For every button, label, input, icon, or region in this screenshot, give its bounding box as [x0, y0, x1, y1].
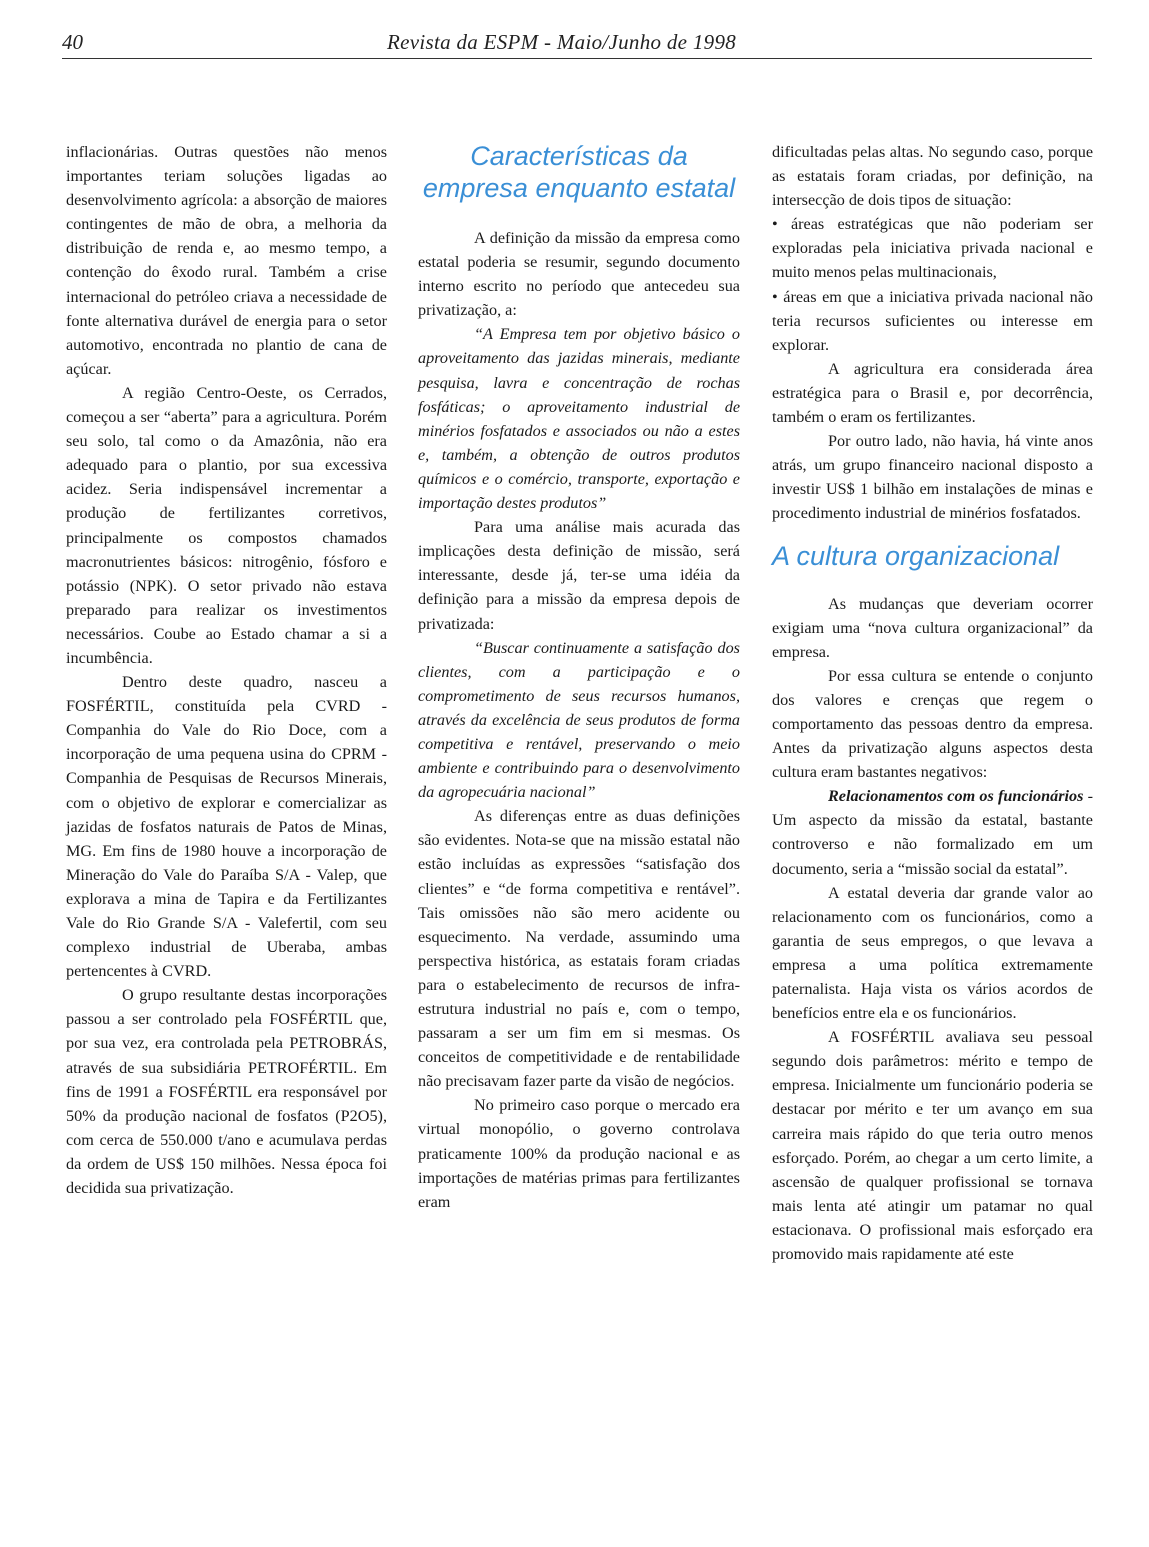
paragraph: Para uma análise mais acurada das implicações desta definição de missão, será interessante, desde já, ter-se uma idéia da definição para a missão da empresa depois de privatizada: [418, 518, 740, 633]
running-title: Revista da ESPM - Maio/Junho de 1998 [387, 30, 737, 54]
paragraph: A FOSFÉRTIL avaliava seu pessoal segundo dois parâmetros: mérito e tempo de empresa. Inicialmente um funcionário poderia se destacar por mérito e ter um avanço em sua carreira mais rápido do que teria outro menos esforçado. Porém, ao chegar a um certo limite, a ascensão de qualquer profissional se tornava mais lenta até atingir um patamar no qual estacionava. O profissional mais esforçado era promovido mais rapidamente até este [772, 1028, 1093, 1264]
bullet-item: • áreas estratégicas que não poderiam ser exploradas pela iniciativa privada nacional e muito menos pelas multinacionais, [772, 215, 1093, 282]
column-2 [418, 140, 740, 1214]
paragraph: A definição da missão da empresa como estatal poderia se resumir, segundo documento interno escrito no período que antecedeu sua privatização, a: [418, 229, 740, 320]
section-heading: Características da empresa enquanto estatal [422, 141, 736, 203]
quotation: “Buscar continuamente a satisfação dos clientes, com a participação e o comprometimento de seus recursos humanos, através da excelência de seus produtos de forma competitiva e rentável, preservando o meio ambiente e contribuindo para o desenvolvimento da agropecuária nacional” [418, 638, 740, 802]
paragraph: O grupo resultante destas incorporações passou a ser controlado pela FOSFÉRTIL que, por sua vez, era controlada pela PETROBRÁS, através de sua subsidiária PETROFÉRTIL. Em fins de 1991 a FOSFÉRTIL era responsável por 50% da produção nacional de fosfatos (P2O5), com cerca de 550.000 t/ano e acumulava perdas da ordem de US$ 150 milhões. Nessa época foi decidida sua privatização. [66, 986, 387, 1198]
paragraph [772, 784, 1093, 880]
paragraph: No primeiro caso porque o mercado era virtual monopólio, o governo controlava praticamente 100% da produção nacional e as importações de matérias primas para fertilizantes eram [418, 1096, 740, 1211]
paragraph: Por outro lado, não havia, há vinte anos atrás, um grupo financeiro nacional disposto a investir US$ 1 bilhão em instalações de minas e procedimento industrial de minérios fosfatados. [772, 432, 1093, 523]
page-number: 40 [62, 30, 83, 54]
section-heading: A cultura organizacional [772, 540, 1060, 571]
paragraph: Por essa cultura se entende o conjunto dos valores e crenças que regem o comportamento das pessoas dentro da empresa. Antes da privatização alguns aspectos desta cultura eram bastantes negativos: [772, 666, 1093, 782]
column-3 [772, 140, 1093, 1266]
run-in-heading: Relacionamentos com os funcionários [828, 787, 1084, 806]
page-header [62, 28, 1092, 59]
quotation: “A Empresa tem por objetivo básico o aproveitamento das jazidas minerais, mediante pesquisa, lavra e concentração de rochas fosfáticas; o aproveitamento industrial de minérios fosfatados e associados ou não a estes e, também, a obtenção de outros produtos químicos e o comércio, transporte, exportação e importação destes produtos” [418, 325, 740, 513]
paragraph: As mudanças que deveriam ocorrer exigiam uma “nova cultura organizacional” da empresa. [772, 594, 1093, 661]
paragraph: As diferenças entre as duas definições são evidentes. Nota-se que na missão estatal não estão incluídas as expressões “satisfação dos clientes” e “de forma competitiva e rentável”. Tais omissões não são mero acidente ou esquecimento. Na verdade, assumindo uma perspectiva histórica, as estatais foram criadas para o estabelecimento de recursos de infra-estrutura industrial no país e, com o tempo, passaram a ser um fim em si mesmas. Os conceitos de competitividade e de rentabilidade não precisavam fazer parte da visão de negócios. [418, 807, 740, 1091]
paragraph-text: - Um aspecto da missão da estatal, bastante controverso e não formalizado em um documento, seria a “missão social da estatal”. [772, 787, 1094, 878]
paragraph: Dentro deste quadro, nasceu a FOSFÉRTIL, constituída pela CVRD - Companhia do Vale do Rio Doce, com a incorporação de uma pequena usina do CPRM - Companhia de Pesquisas de Recursos Minerais, com o objetivo de explorar e comercializar as jazidas de fosfatos naturais de Patos de Minas, MG. Em fins de 1980 houve a incorporação de Mineração do Vale do Paraíba S/A - Valep, que explorava a mina de Tapira e da Fertilizantes Vale do Rio Grande S/A - Valefertil, com seu complexo industrial de Uberaba, ambas pertencentes à CVRD. [66, 673, 387, 981]
paragraph: A estatal deveria dar grande valor ao relacionamento com os funcionários, como a garantia de seus empregos, o que levava a empresa a uma política extremamente paternalista. Haja vista os vários acordos de benefícios entre ela e os funcionários. [772, 883, 1093, 1023]
bullet-item: • áreas em que a iniciativa privada nacional não teria recursos suficientes ou interesse em explorar. [772, 287, 1093, 354]
paragraph: A região Centro-Oeste, os Cerrados, começou a ser “aberta” para a agricultura. Porém seu solo, tal como o da Amazônia, não era adequado para o plantio, por sua excessiva acidez. Seria indispensável incrementar a produção de fertilizantes corretivos, principalmente os compostos chamados macronutrientes básicos: nitrogênio, fósforo e potássio (NPK). O setor privado não estava preparado para realizar os investimentos necessários. Coube ao Estado chamar a si a incumbência. [66, 383, 387, 667]
paragraph: dificultadas pelas altas. No segundo caso, porque as estatais foram criadas, por definição, na intersecção de dois tipos de situação: [772, 143, 1093, 210]
paragraph: A agricultura era considerada área estratégica para o Brasil e, por decorrência, também o eram os fertilizantes. [772, 359, 1093, 427]
paragraph: inflacionárias. Outras questões não menos importantes teriam soluções ligadas ao desenvolvimento agrícola: a absorção de maiores contingentes de mão de obra, a melhoria da distribuição de renda e, ao mesmo tempo, a contenção do êxodo rural. Também a crise internacional do petróleo criava a necessidade de fonte alternativa durável de energia para o setor automotivo, encontrada no plantio de cana de açúcar. [66, 143, 387, 378]
column-1 [66, 140, 387, 1200]
